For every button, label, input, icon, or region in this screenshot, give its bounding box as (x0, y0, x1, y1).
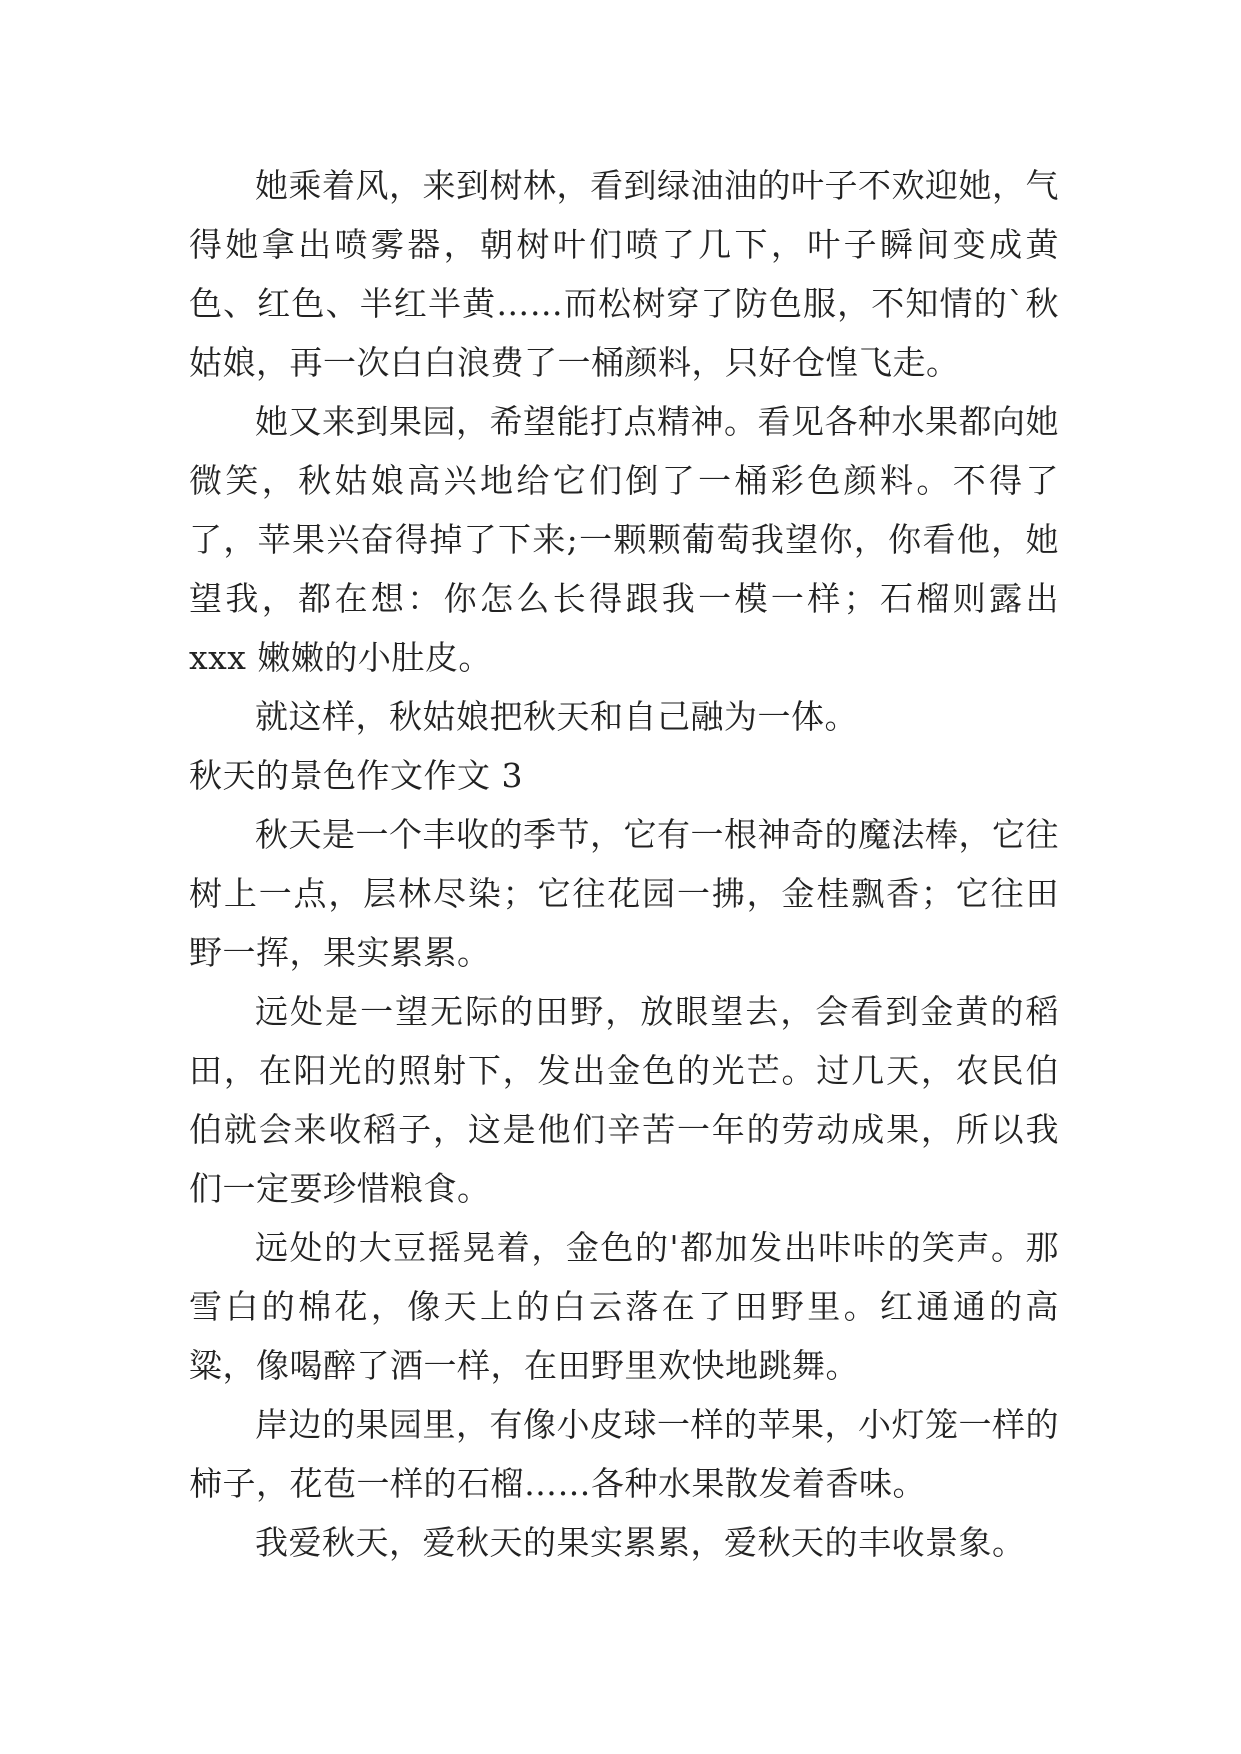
paragraph: 我爱秋天，爱秋天的果实累累，爱秋天的丰收景象。 (255, 1523, 1026, 1562)
paragraph: 秋天是一个丰收的季节，它有一根神奇的魔法棒，它往树上一点，层林尽染；它往花园一拂，金桂飘香；它往田野一挥，果实累累。 (189, 815, 1059, 972)
document-body (189, 156, 1059, 1572)
paragraph: 就这样，秋姑娘把秋天和自己融为一体。 (255, 697, 858, 736)
paragraph: 她又来到果园，希望能打点精神。看见各种水果都向她微笑，秋姑娘高兴地给它们倒了一桶彩色颜料。不得了了，苹果兴奋得掉了下来;一颗颗葡萄我望你，你看他，她望我，都在想：你怎么长得跟我一模一样；石榴则露出 xxx 嫩嫩的小肚皮。 (189, 402, 1059, 677)
paragraph: 岸边的果园里，有像小皮球一样的苹果，小灯笼一样的柿子，花苞一样的石榴……各种水果散发着香味。 (189, 1405, 1059, 1503)
paragraph: 远处是一望无际的田野，放眼望去，会看到金黄的稻田，在阳光的照射下，发出金色的光芒。过几天，农民伯伯就会来收稻子，这是他们辛苦一年的劳动成果，所以我们一定要珍惜粮食。 (189, 992, 1059, 1208)
section-heading: 秋天的景色作文作文 3 (189, 756, 523, 795)
paragraph: 她乘着风，来到树林，看到绿油油的叶子不欢迎她，气得她拿出喷雾器，朝树叶们喷了几下，叶子瞬间变成黄色、红色、半红半黄……而松树穿了防色服，不知情的`秋姑娘，再一次白白浪费了一桶颜料，只好仓惶飞走。 (189, 166, 1059, 382)
paragraph: 远处的大豆摇晃着，金色的'都加发出咔咔的笑声。那雪白的棉花，像天上的白云落在了田野里。红通通的高粱，像喝醉了酒一样，在田野里欢快地跳舞。 (189, 1228, 1059, 1385)
